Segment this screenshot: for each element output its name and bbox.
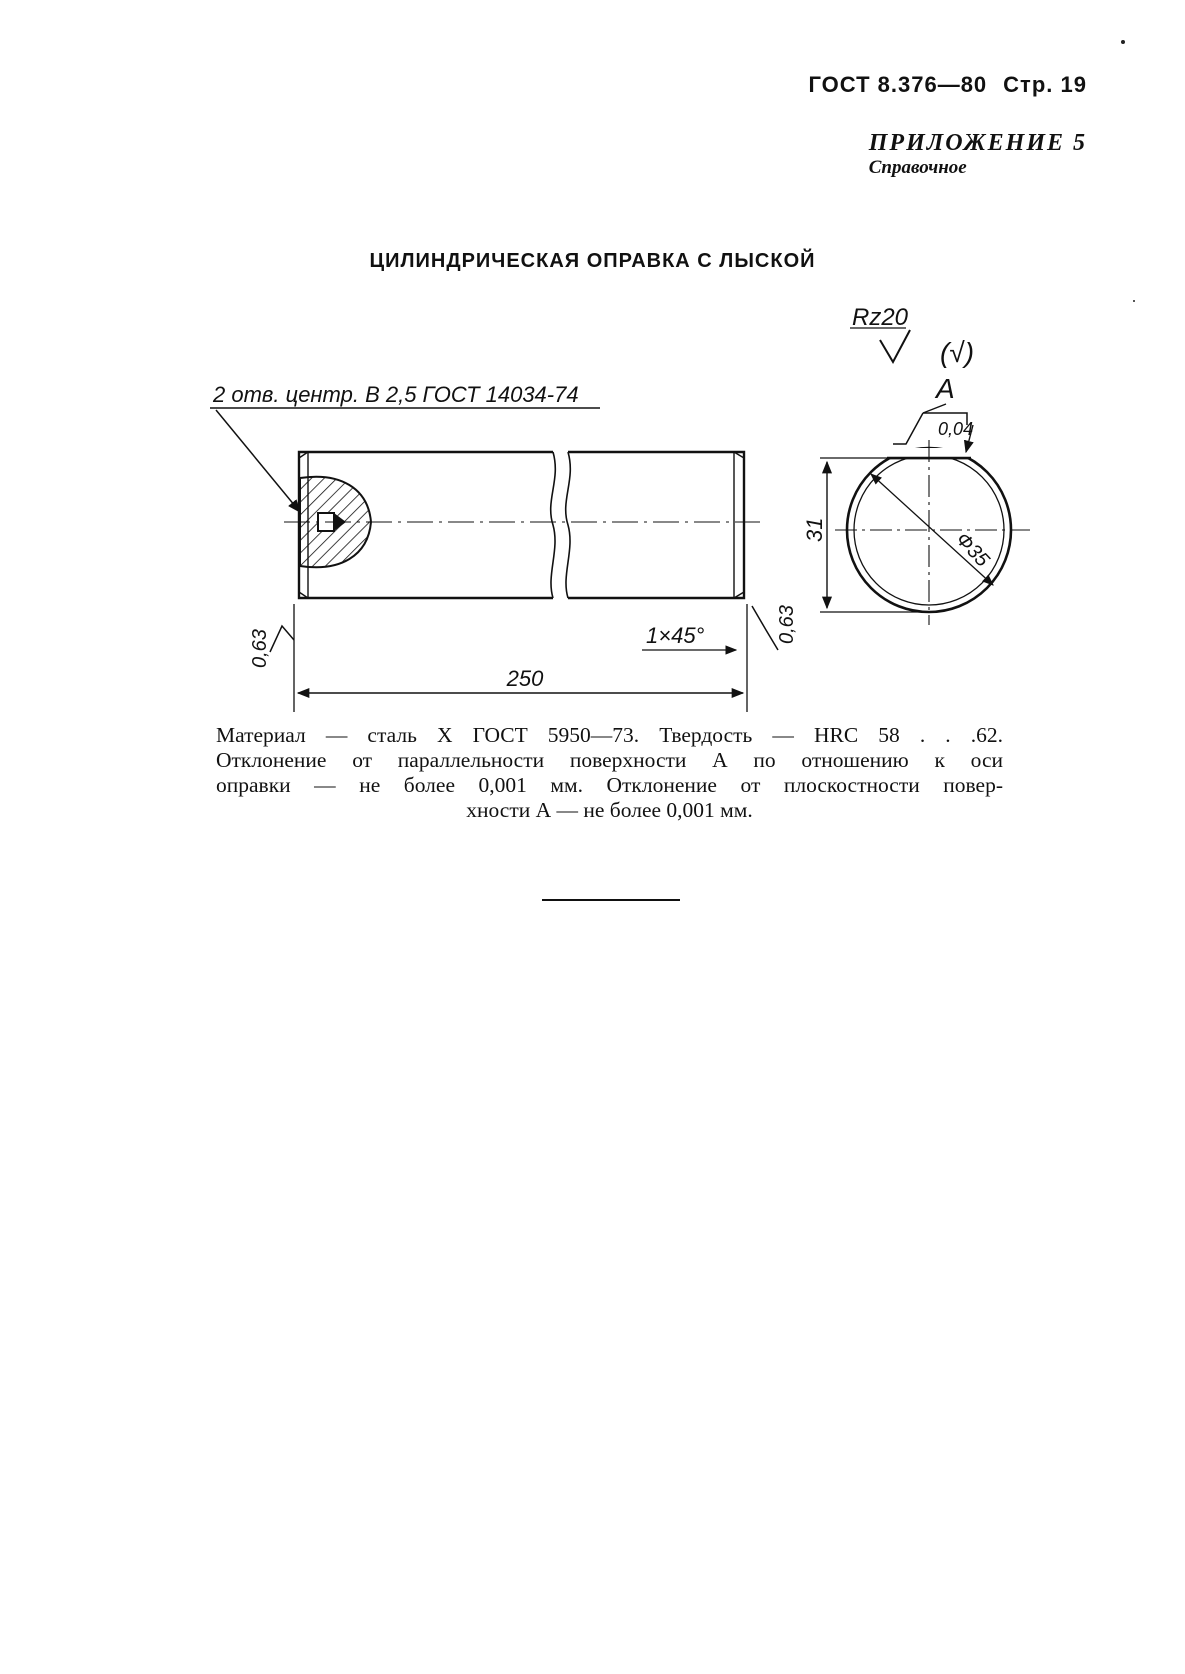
caption-line: хности А — не более 0,001 мм. [466, 798, 753, 822]
appendix-title: ПРИЛОЖЕНИЕ 5 [868, 130, 1087, 156]
surface-label: А [936, 373, 955, 404]
appendix-subtitle: Справочное [868, 157, 967, 178]
roughness-right-value: 0,63 [776, 605, 798, 644]
height-dimension: 31 [802, 517, 827, 542]
roughness-right [752, 605, 798, 650]
standard-number: ГОСТ 8.376—80 [808, 72, 988, 97]
roughness-left [249, 626, 294, 668]
technical-drawing [0, 0, 1185, 720]
note-leader [216, 410, 300, 512]
scan-speck [1121, 40, 1125, 44]
chamfer-note: 1×45° [646, 623, 705, 648]
roughness-general-value: Rz20 [852, 304, 909, 331]
center-holes-note: 2 отв. центр. В 2,5 ГОСТ 14034-74 [213, 382, 579, 407]
mandrel-end-view [835, 440, 1030, 625]
caption-line: Материал — сталь Х ГОСТ 5950—73. Твердость — HRC 58 . . .62. [216, 723, 1003, 747]
caption-paragraph [216, 723, 1003, 823]
roughness-left-value: 0,63 [249, 629, 271, 668]
surface-leader [923, 404, 946, 413]
page-label: Стр. [1003, 72, 1054, 97]
document-title: ЦИЛИНДРИЧЕСКАЯ ОПРАВКА С ЛЫСКОЙ [369, 250, 816, 272]
diameter-dimension: Ф35 [951, 528, 994, 572]
page-number: 19 [1060, 72, 1087, 97]
flatness-tolerance: 0,04 [938, 419, 974, 439]
scan-speck [1133, 300, 1135, 302]
end-rule [542, 899, 680, 901]
length-dimension: 250 [506, 666, 544, 691]
roughness-general-check [880, 330, 910, 362]
caption-line: Отклонение от параллельности поверхности А по отношению к оси [216, 748, 1003, 772]
roughness-other: (√) [940, 337, 975, 368]
caption-line: оправки — не более 0,001 мм. Отклонение от плоскостности повер- [216, 773, 1003, 797]
